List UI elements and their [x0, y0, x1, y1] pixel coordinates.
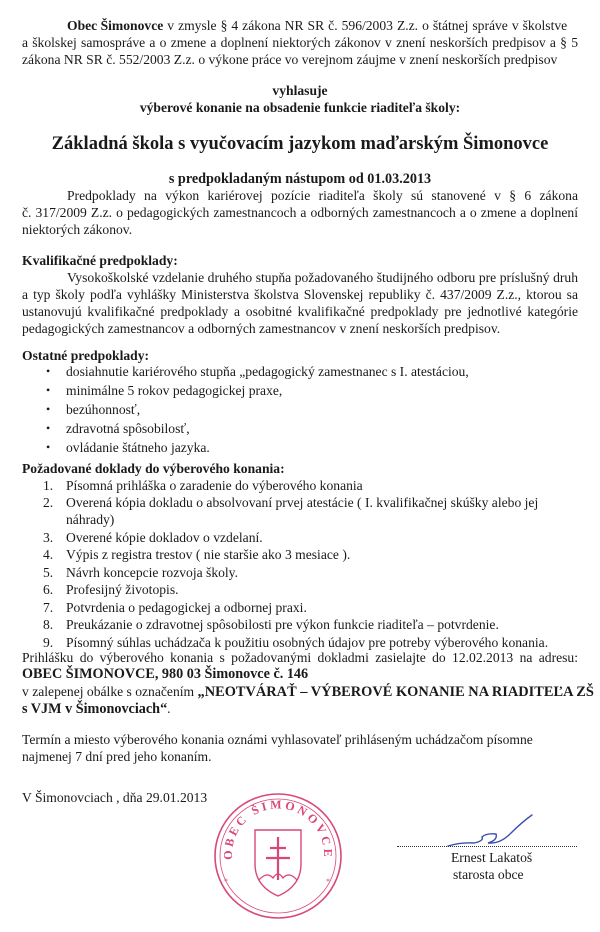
- qualification-heading: Kvalifikačné predpoklady:: [22, 253, 178, 268]
- start-date-line: s predpokladaným nástupom od 01.03.2013: [168, 171, 432, 187]
- signatory-name: Ernest Lakatoš: [451, 850, 533, 865]
- star-icon: *: [326, 877, 330, 886]
- intro-line-3: zákona NR SR č. 552/2003 Z.z. o výkone práce vo verejnom záujme v znení neskorších predpisov: [22, 52, 558, 67]
- document-item-continuation: náhrady): [66, 512, 115, 527]
- intro-line-1: [67, 17, 567, 34]
- prerequisites-line-2: č. 317/2009 Z.z. o pedagogických zamestnancoch a odborných zamestnancoch a o zmene a doplnení: [22, 205, 578, 220]
- school-title: Základná škola s vyučovacím jazykom maďarským Šimonovce: [51, 134, 549, 154]
- envelope-label: „NEOTVÁRAŤ – VÝBEROVÉ KONANIE NA RIADITEĽA ZŠ: [197, 684, 594, 700]
- prerequisites-line-3: niektorých zákonov.: [22, 222, 133, 237]
- intro-line-1-rest: v zmysle § 4 zákona NR SR č. 596/2003 Z.z. o štátnej správe v školstve: [163, 18, 568, 33]
- signature-line: [397, 846, 577, 847]
- signatory-role: starosta obce: [453, 867, 524, 882]
- submission-address: OBEC ŠIMONOVCE, 980 03 Šimonovce č. 146: [22, 666, 309, 682]
- bullet-icon: •: [46, 364, 51, 378]
- submission-line-4-end: .: [167, 701, 171, 716]
- document-item: Profesijný životopis.: [66, 582, 179, 597]
- document-number: 6.: [43, 582, 54, 597]
- submission-line-3: [22, 683, 594, 701]
- qualification-line-1: Vysokoškolské vzdelanie druhého stupňa požadovaného študijného odboru pre príslušný druh: [67, 270, 578, 285]
- other-item: minimálne 5 rokov pedagogickej praxe,: [66, 383, 283, 398]
- other-item: ovládanie štátneho jazyka.: [66, 440, 210, 455]
- other-item: dosiahnutie kariérového stupňa „pedagogický zamestnanec s I. atestáciou,: [66, 364, 469, 379]
- bullet-icon: •: [46, 440, 51, 454]
- submission-line-4: [22, 700, 171, 718]
- announces-label: vyhlasuje: [272, 83, 328, 98]
- document-number: 8.: [43, 617, 54, 632]
- document-number: 9.: [43, 635, 54, 650]
- notice-line-1: Termín a miesto výberového konania oznámi vyhlasovateľ prihláseným uchádzačom písomne: [22, 732, 533, 747]
- document-number: 4.: [43, 547, 54, 562]
- document-item: Písomná prihláška o zaradenie do výberového konania: [66, 478, 363, 493]
- document-item: Písomný súhlas uchádzača k použitiu osobných údajov pre potreby výberového konania.: [66, 635, 549, 650]
- document-item: Preukázanie o zdravotnej spôsobilosti pre výkon funkcie riaditeľa – potvrdenie.: [66, 617, 499, 632]
- other-item: zdravotná spôsobilosť,: [66, 421, 190, 436]
- official-stamp: [212, 792, 344, 920]
- municipality-name: Obec Šimonovce: [67, 18, 164, 33]
- document-number: 2.: [43, 495, 54, 510]
- bullet-icon: •: [46, 402, 51, 416]
- notice-line-2: najmenej 7 dní pred jeho konaním.: [22, 749, 212, 764]
- document-number: 7.: [43, 600, 54, 615]
- document-item: Overené kópie dokladov o vzdelaní.: [66, 530, 263, 545]
- document-item: Overená kópia dokladu o absolvovaní prvej atestácie ( I. kvalifikačnej skúšky alebo jej: [66, 495, 539, 510]
- bullet-icon: •: [46, 421, 51, 435]
- other-item: bezúhonnosť,: [66, 402, 141, 417]
- prerequisites-line-1: Predpoklady na výkon kariérovej pozície riaditeľa školy sú stanovené v § 6 zákona: [67, 188, 578, 203]
- bullet-icon: •: [46, 383, 51, 397]
- other-heading: Ostatné predpoklady:: [22, 348, 150, 363]
- document-number: 5.: [43, 565, 54, 580]
- intro-line-2: a školskej samospráve a o zmene a doplnení niektorých zákonov v znení neskorších predpisov a § 5: [22, 35, 578, 50]
- document-number: 1.: [43, 478, 54, 493]
- submission-line-3-prefix: v zalepenej obálke s označením: [22, 684, 198, 699]
- envelope-label-end: s VJM v Šimonovciach“: [22, 701, 168, 717]
- documents-heading: Požadované doklady do výberového konania:: [22, 461, 285, 476]
- star-icon: *: [224, 877, 228, 886]
- document-item: Potvrdenia o pedagogickej a odbornej praxi.: [66, 600, 307, 615]
- qualification-line-4: pedagogických zamestnancov a odborných zamestnancov v znení neskorších predpisov.: [22, 321, 501, 336]
- subject-heading: výberové konanie na obsadenie funkcie riaditeľa školy:: [139, 100, 461, 115]
- qualification-line-3: ustanovujú kvalifikačné predpoklady a osobitné kvalifikačné predpoklady pre jednotlivé kategórie: [22, 304, 578, 319]
- document-number: 3.: [43, 530, 54, 545]
- document-item: Návrh koncepcie rozvoja školy.: [66, 565, 238, 580]
- submission-line-1: Prihlášku do výberového konania s požadovanými dokladmi zasielajte do 12.02.2013 na adresu:: [22, 650, 578, 665]
- qualification-line-2: a typ školy podľa vyhlášky Ministerstva školstva Slovenskej republiky č. 437/2009 Z.z., ktorou sa: [22, 287, 578, 302]
- document-item: Výpis z registra trestov ( nie staršie ako 3 mesiace ).: [66, 547, 351, 562]
- place-date: V Šimonovciach , dňa 29.01.2013: [22, 790, 208, 805]
- stamp-outer-text: OBEC ŠIMONOVCE: [220, 797, 336, 860]
